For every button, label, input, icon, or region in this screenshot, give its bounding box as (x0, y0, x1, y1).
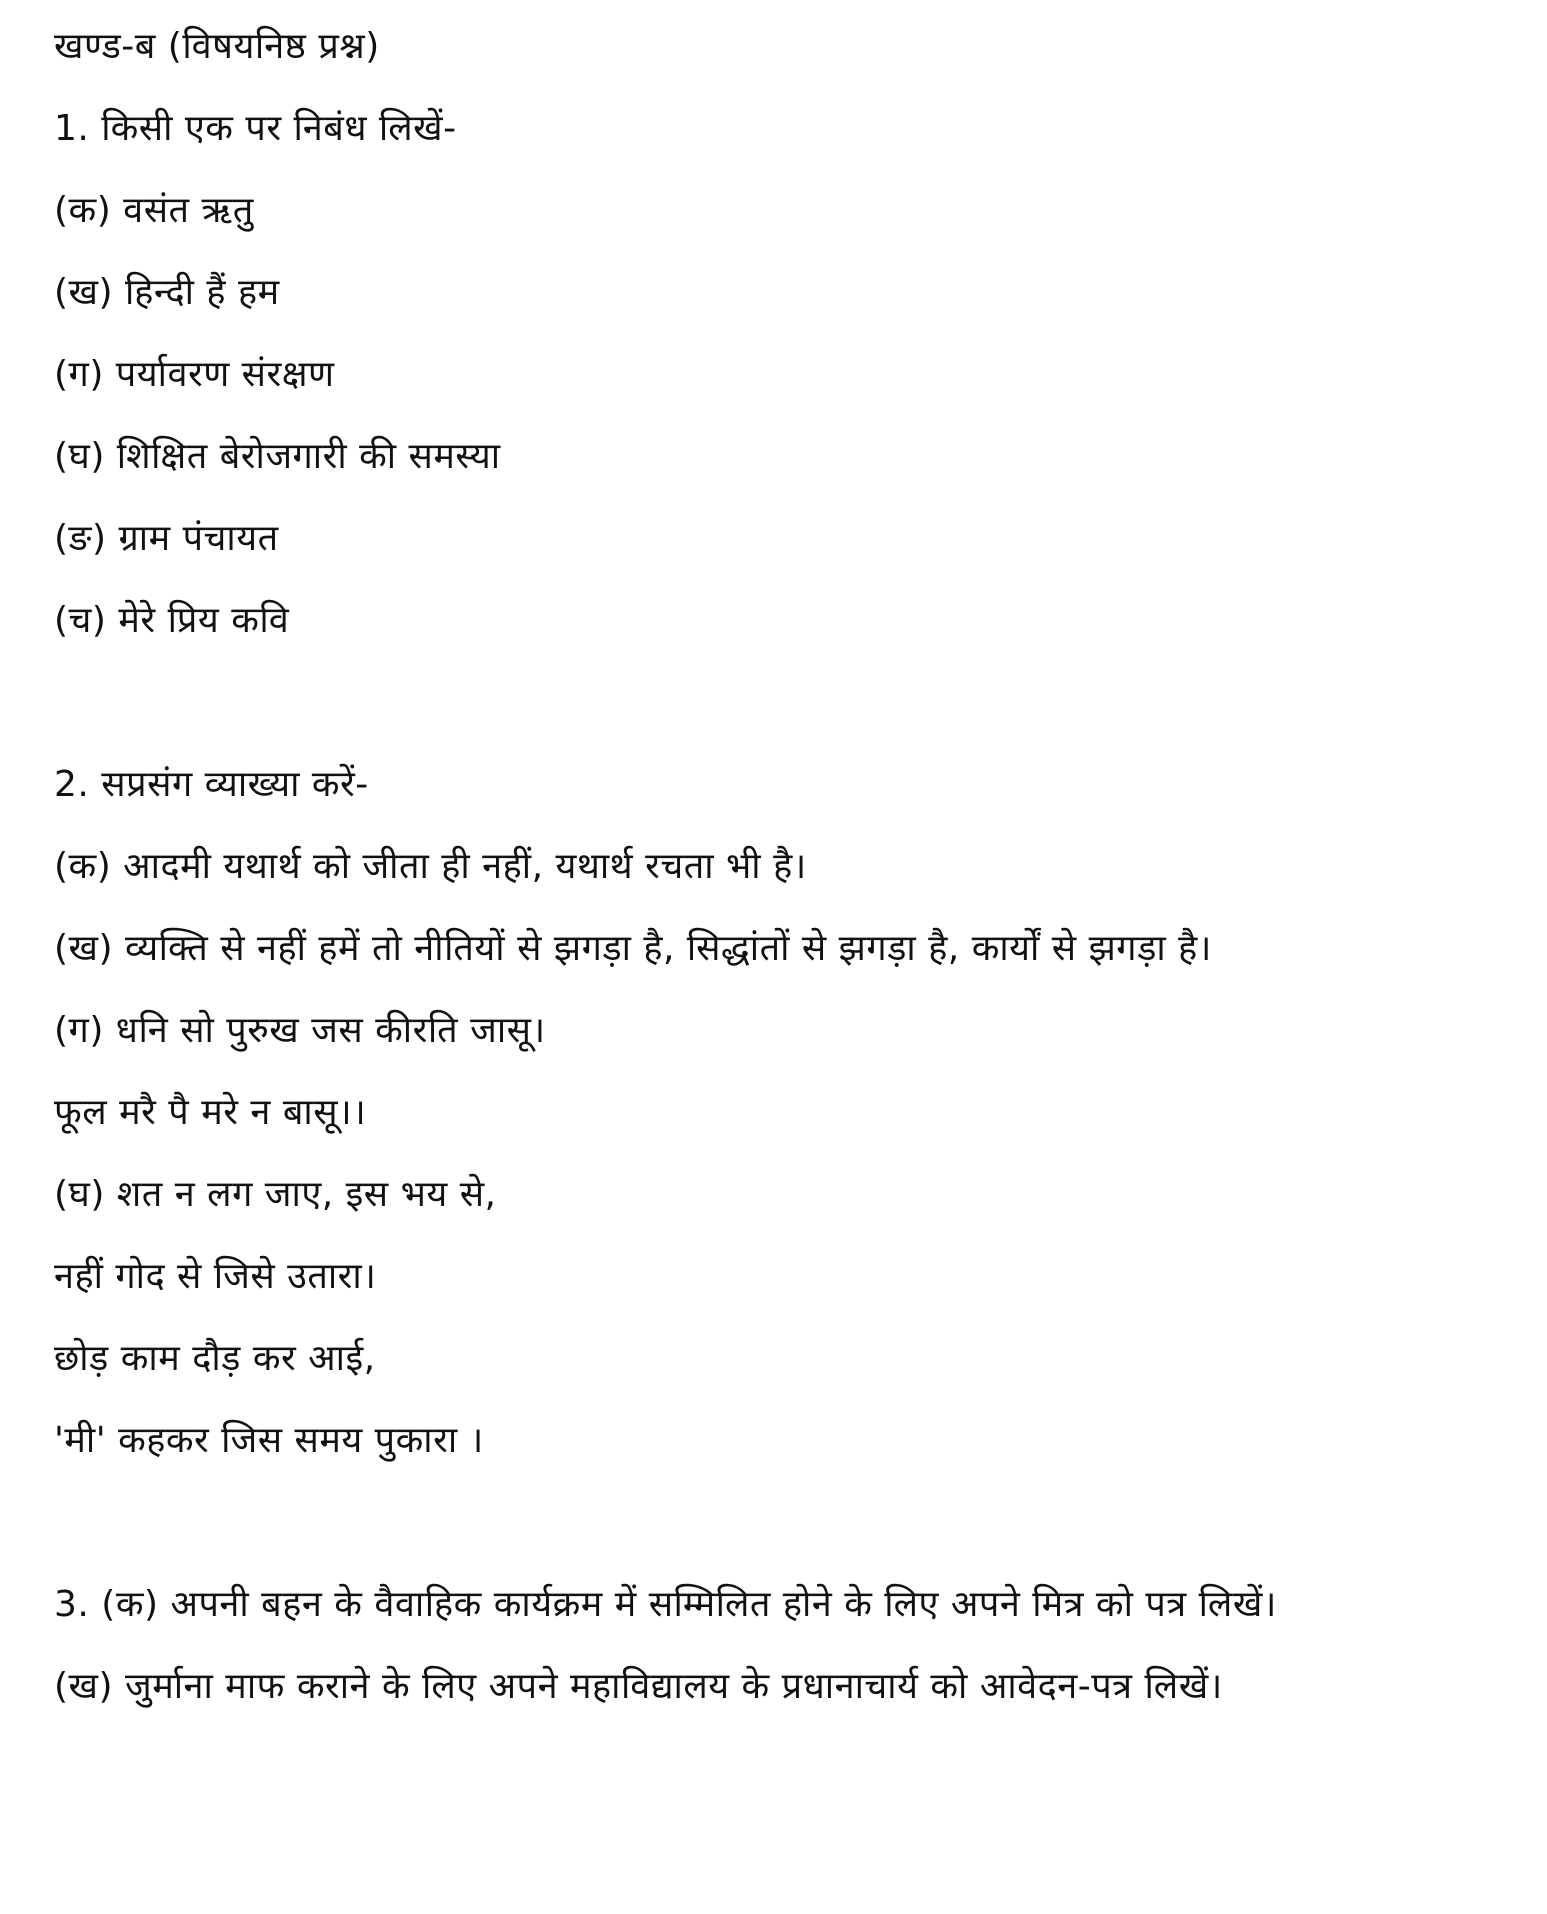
question-2-line: (घ) शत न लग जाए, इस भय से, (54, 1174, 497, 1215)
question-1-option: (घ) शिक्षित बेरोजगारी की समस्या (54, 436, 501, 477)
question-1-prompt: 1. किसी एक पर निबंध लिखें- (54, 108, 457, 149)
question-2-line: 'मी' कहकर जिस समय पुकारा । (54, 1420, 484, 1461)
question-1-option: (ग) पर्यावरण संरक्षण (54, 354, 335, 395)
question-2-line: (क) आदमी यथार्थ को जीता ही नहीं, यथार्थ रचता भी है। (54, 846, 807, 887)
question-3-line: 3. (क) अपनी बहन के वैवाहिक कार्यक्रम में सम्मिलित होने के लिए अपने मित्र को पत्र लिखें। (54, 1584, 1277, 1625)
question-2-prompt: 2. सप्रसंग व्याख्या करें- (54, 764, 369, 805)
question-2-line: फूल मरै पै मरे न बासू।। (54, 1092, 367, 1133)
spacer (54, 1482, 1487, 1564)
question-2-line: (ख) व्यक्ति से नहीं हमें तो नीतियों से झगड़ा है, सिद्धांतों से झगड़ा है, कार्यों से झगड़ा है। (54, 928, 1212, 969)
question-2-line: नहीं गोद से जिसे उतारा। (54, 1256, 377, 1297)
question-1-option: (ख) हिन्दी हैं हम (54, 272, 280, 313)
question-2-line: छोड़ काम दौड़ कर आई, (54, 1338, 376, 1379)
question-1-option: (च) मेरे प्रिय कवि (54, 600, 290, 641)
question-1-option: (ङ) ग्राम पंचायत (54, 518, 279, 559)
question-2-line: (ग) धनि सो पुरुख जस कीरति जासू। (54, 1010, 546, 1051)
question-3-line: (ख) जुर्माना माफ कराने के लिए अपने महाविद्यालय के प्रधानाचार्य को आवेदन-पत्र लिखें। (54, 1666, 1223, 1707)
section-heading: खण्ड-ब (विषयनिष्ठ प्रश्न) (54, 26, 380, 67)
question-1-option: (क) वसंत ऋतु (54, 190, 254, 231)
spacer (54, 662, 1487, 744)
